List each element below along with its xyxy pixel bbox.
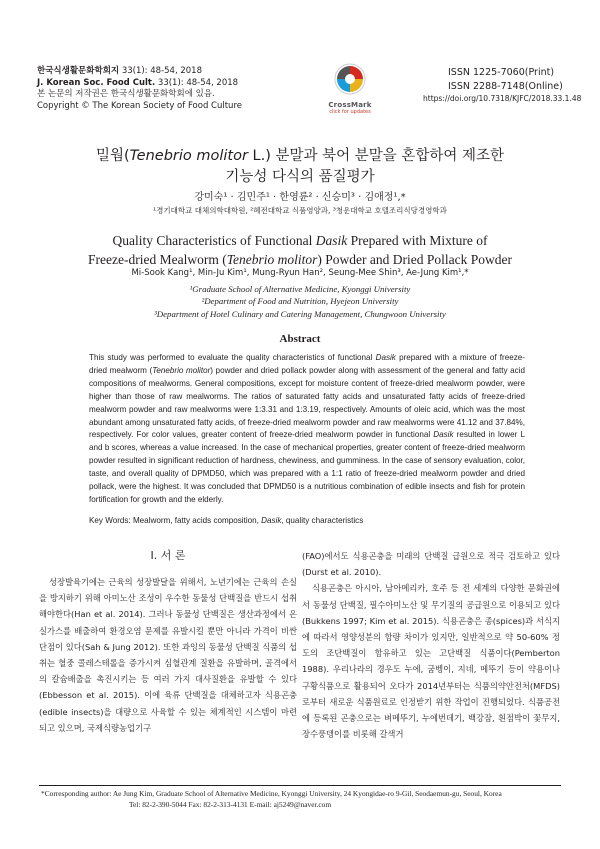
body-column-left xyxy=(39,548,297,736)
authors-korean: 강미숙¹ · 김민주¹ · 한영륜² · 신승미³ · 김애정¹,* xyxy=(194,192,406,203)
abstract-italic: Dasik xyxy=(375,353,396,362)
abstract-heading: Abstract xyxy=(279,333,321,345)
title-en-part: Quality Characteristics of Functional xyxy=(112,233,316,248)
title-ko-line1 xyxy=(0,146,600,167)
title-ko-part: 밀웜( xyxy=(95,148,130,164)
affiliation-2: ²Department of Food and Nutrition, Hyejeon University xyxy=(201,296,399,307)
affiliation-1: ¹Graduate School of Alternative Medicine, Kyonggi University xyxy=(189,284,411,294)
copyright-ko: 본 논문의 저작권은 한국식생활문화학회에 있음. xyxy=(37,89,215,99)
abstract-body xyxy=(89,352,525,507)
keywords xyxy=(89,516,525,525)
doi-link[interactable]: https://doi.org/10.7318/KJFC/2018.33.1.48 xyxy=(423,94,582,103)
abstract-italic: Dasik xyxy=(433,430,454,440)
authors-english: Mi-Sook Kang¹, Min-Ju Kim¹, Mung-Ryun Han², Seung-Mee Shin³, Ae-Jung Kim¹,* xyxy=(131,268,469,278)
journal-header xyxy=(37,66,242,112)
keywords-italic: Dasik xyxy=(261,516,282,525)
issn-block xyxy=(448,66,563,94)
journal-vol-ko: 33(1): 48-54, 2018 xyxy=(121,66,202,76)
title-en-line2 xyxy=(0,250,600,269)
keywords-text: Mealworm, fatty acids composition, xyxy=(132,516,262,525)
abstract-text: resulted in lower L and b scores, whereas a value increased. In the case of mechanical properties, greater content of freeze-dried mealworm powder resulted in significant reduction of hardness, chewiness, and gumminess. In the case of sensory evaluation, color, taste, and overall quality of DPMD50, which was prepared with a 1:1 ratio of freeze-dried mealworm powder and dried pollack, were the highest. It was concluded that DPMD50 is a nutritious combination of edible insects and fish for protein fortification for growth and the elderly. xyxy=(89,430,525,504)
copyright-en: Copyright © The Korean Society of Food Culture xyxy=(37,100,242,111)
title-ko-species: Tenebrio molitor xyxy=(129,148,248,164)
title-en-part: Prepared with Mixture of xyxy=(347,233,488,248)
paragraph: 성장발육기에는 근육의 성장발달을 위해서, 노년기에는 근육의 손실을 방지하기 위해 아미노산 조성이 우수한 동물성 단백질을 반드시 섭취해야한다(Han et al. 2014). 그러나 동물성 단백질은 생산과정에서 온실가스를 배출하여 환경오염 문제를 유발시킬 뿐만 아니라 가격이 비싼 단점이 있다(Sah & Jung 2012). 또한 과잉의 동물성 단백질 식품의 섭취는 혈중 콜레스테롤을 증가시켜 심혈관계 질환을 유발하며, 골격에서의 칼슘배출을 촉진시키는 등 여러 가지 대사질환을 유발할 수 있다(Ebbesson et al. 2015). 이에 육류 단백질을 대체하고자 식용곤충(edible insects)을 대량으로 사육할 수 있는 체계적인 시스템이 마련되고 있으며, 국제식량농업기구 xyxy=(39,577,297,733)
issn-print: ISSN 1225-7060(Print) xyxy=(448,67,555,78)
corresponding-author-footnote xyxy=(41,789,566,810)
title-en-species: Tenebrio molitor xyxy=(226,252,318,267)
abstract-text: prepared with a mixture of freeze-dried mealworm ( xyxy=(89,353,525,375)
paragraph: (FAO)에서도 식용곤충을 미래의 단백질 급원으로 적극 검토하고 있다(Durst et al. 2010). xyxy=(302,551,560,578)
affiliation-3: ³Department of Hotel Culinary and Catering Management, Chungwoon University xyxy=(154,308,446,319)
paragraph: 식용곤충은 아시아, 남아메리카, 호주 등 전 세계의 다양한 문화권에서 동물성 단백질, 필수아미노산 및 무기질의 공급원으로 이용되고 있다(Bukkens 1997; Kim et al. 2015). 식용곤충은 종(spices)과 서식지에 따라서 영양성분의 함량 차이가 있지만, 일반적으로 약 50-60% 정도의 조단백질이 함유하고 있는 고단백질 식품이다(Pemberton 1988). 우리나라의 경우도 누에, 굼벵이, 지네, 메뚜기 등이 약용이나 구황식품으로 활용되어 오다가 2014년부터는 식품의약안전처(MFDS)로부터 새로운 식품원료로 인정받기 위한 작업이 진행되었다. 식품공전에 등록된 곤충으로는 벼메뚜기, 누에번데기, 백강잠, 흰점박이 꽃무지, 장수풍뎅이를 비롯해 갈색거 xyxy=(302,583,560,740)
keywords-text: , quality characteristics xyxy=(281,516,364,525)
abstract-italic: Tenebrio molitor xyxy=(152,365,211,375)
title-english xyxy=(0,231,600,269)
journal-name-en: J. Korean Soc. Food Cult. xyxy=(37,77,156,88)
abstract-text: This study was performed to evaluate the quality characteristics of functional xyxy=(89,353,376,362)
journal-line-ko xyxy=(37,66,242,78)
body-column-right xyxy=(302,548,560,742)
journal-line-en xyxy=(37,78,242,90)
title-en-part: Freeze-dried Mealworm ( xyxy=(88,252,227,267)
crossmark-badge[interactable] xyxy=(323,62,377,115)
footnote-line2: Tel: 82-2-390-5044 Fax: 82-2-313-4131 E-mail: aj5249@naver.com xyxy=(129,799,332,809)
crossmark-icon xyxy=(333,62,367,96)
affiliations-english xyxy=(0,283,600,320)
affiliations-korean: ¹경기대학교 대체의학대학원, ²혜전대학교 식품영양과, ³청운대학교 호텔조리식당경영학과 xyxy=(153,206,447,215)
crossmark-sublabel: click for updates xyxy=(329,109,371,115)
title-korean xyxy=(0,146,600,188)
footnote-divider xyxy=(39,785,561,786)
journal-name-ko: 한국식생활문화학회지 xyxy=(37,66,120,76)
title-en-line1 xyxy=(0,231,600,250)
section-heading-introduction: Ⅰ. 서 론 xyxy=(150,549,186,562)
issn-online: ISSN 2288-7148(Online) xyxy=(448,81,563,92)
title-en-part: ) Powder and Dried Pollack Powder xyxy=(317,252,512,267)
crossmark-label: CrossMark xyxy=(328,101,372,109)
abstract-text: ) powder and dried pollack powder along with assessment of the general and fatty acid compositions of mealworms. General compositions, except for moisture content of freeze-dried mealworm powder, were higher than those of raw mealworms. The ratios of saturated fatty acids and unsaturated fatty acids of freeze-dried mealworm powder and raw mealworms were 1:3.31 and 1:3.19, respectively. Amounts of oleic acid, which was the most abundant among unsaturated fatty acids, of freeze-dried mealworm powder and raw mealworms were 41.12 and 37.84%, respectively. For color values, greater content of freeze-dried mealworm powder in functional xyxy=(89,365,525,440)
title-en-dasik: Dasik xyxy=(315,233,348,248)
title-ko-part: L.) 분말과 북어 분말을 혼합하여 제조한 xyxy=(247,148,505,164)
footnote-line1: *Corresponding author: Ae Jung Kim, Graduate School of Alternative Medicine, Kyonggi University, 24 Kyongidae-ro 9-Gil, Seodaemun-gu, Seoul, Korea xyxy=(41,789,502,798)
title-ko-line2: 기능성 다식의 품질평가 xyxy=(225,169,375,185)
keywords-label: Key Words: xyxy=(89,516,133,525)
journal-vol-en: 33(1): 48-54, 2018 xyxy=(157,77,239,88)
